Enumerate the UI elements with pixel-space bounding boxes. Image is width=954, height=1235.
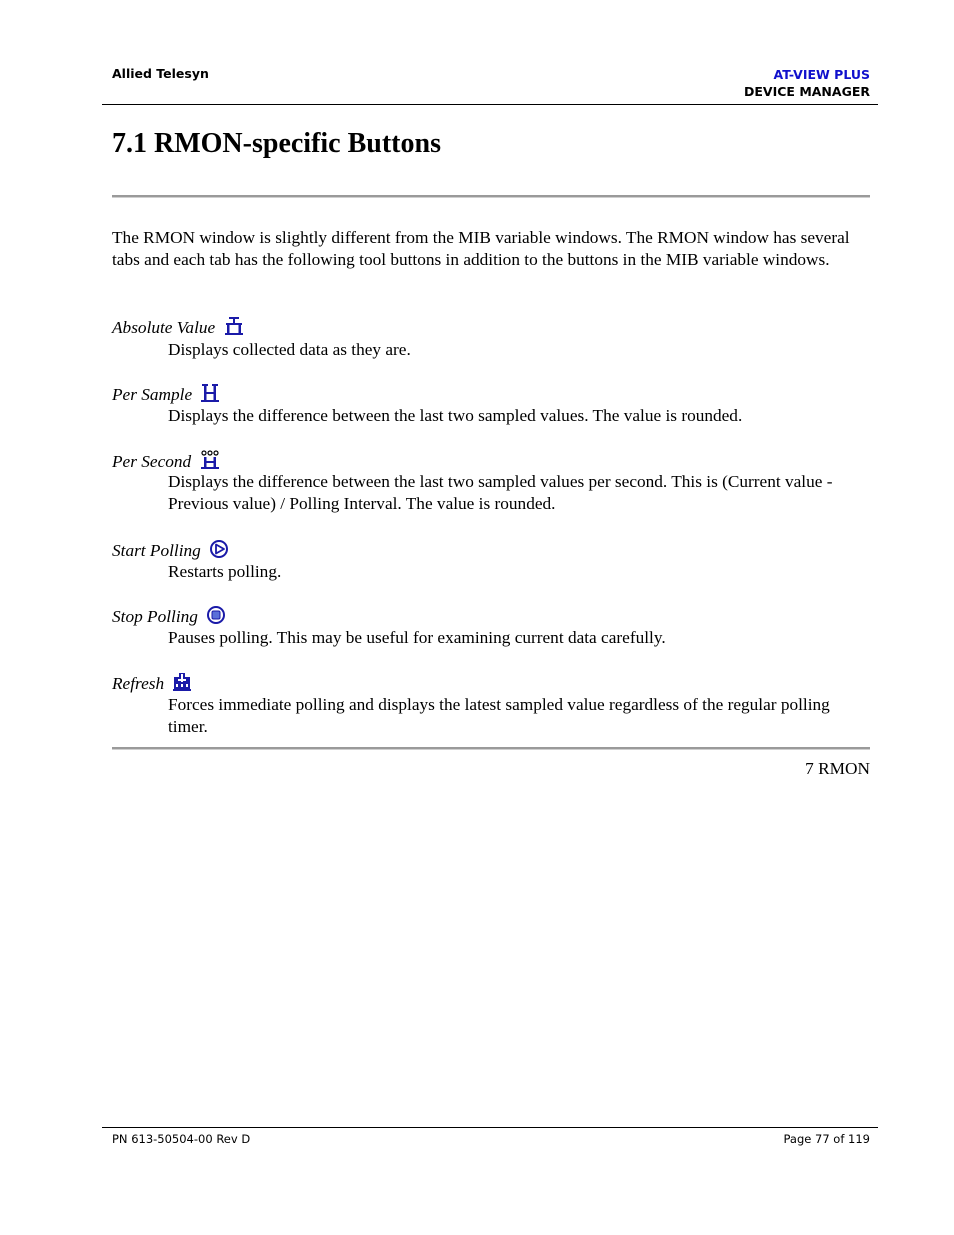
header-company: Allied Telesyn <box>112 66 209 81</box>
desc-per-sample: Displays the difference between the last two sampled values. The value is rounded. <box>168 406 743 425</box>
intro-paragraph: The RMON window is slightly different from the MIB variable windows. The RMON window has several tabs and each tab has the following tool buttons in addition to the buttons in the MIB variable windows. <box>112 228 850 269</box>
header-section: DEVICE MANAGER <box>744 84 870 99</box>
term-label: Refresh <box>112 674 165 693</box>
desc-absolute-value: Displays collected data as they are. <box>168 340 411 359</box>
desc-per-second: Displays the difference between the last two sampled values per second. This is (Current value - Previous value) / Polling Interval. The value is rounded. <box>168 472 833 513</box>
start-polling-icon[interactable] <box>209 539 229 559</box>
term-label: Stop Polling <box>112 607 198 626</box>
section-end-rule <box>112 747 870 750</box>
absolute-value-icon[interactable] <box>224 316 244 336</box>
header-product: AT-VIEW PLUS <box>773 67 870 82</box>
term-absolute-value <box>112 316 244 339</box>
term-label: Per Sample <box>112 385 193 404</box>
chapter-label: 7 RMON <box>805 759 870 778</box>
per-second-icon[interactable] <box>200 450 220 470</box>
footer-part-number: PN 613-50504-00 Rev D <box>112 1132 251 1146</box>
title-rule <box>112 195 870 198</box>
stop-polling-icon[interactable] <box>206 605 226 625</box>
footer-rule <box>102 1127 878 1128</box>
header-rule <box>102 104 878 105</box>
header-product-block <box>744 66 870 100</box>
term-refresh <box>112 672 192 695</box>
page-title: 7.1 RMON-specific Buttons <box>112 128 441 159</box>
term-per-sample <box>112 383 220 406</box>
term-label: Per Second <box>112 452 192 471</box>
desc-stop-polling: Pauses polling. This may be useful for examining current data carefully. <box>168 628 666 647</box>
term-label: Start Polling <box>112 541 201 560</box>
desc-refresh: Forces immediate polling and displays the latest sampled value regardless of the regular polling timer. <box>168 695 830 736</box>
refresh-icon[interactable] <box>172 672 192 692</box>
footer-page-number: Page 77 of 119 <box>783 1132 870 1146</box>
term-start-polling <box>112 539 229 562</box>
desc-start-polling: Restarts polling. <box>168 562 282 581</box>
term-stop-polling <box>112 605 226 628</box>
term-label: Absolute Value <box>112 318 216 337</box>
per-sample-icon[interactable] <box>200 383 220 403</box>
term-per-second <box>112 450 220 473</box>
